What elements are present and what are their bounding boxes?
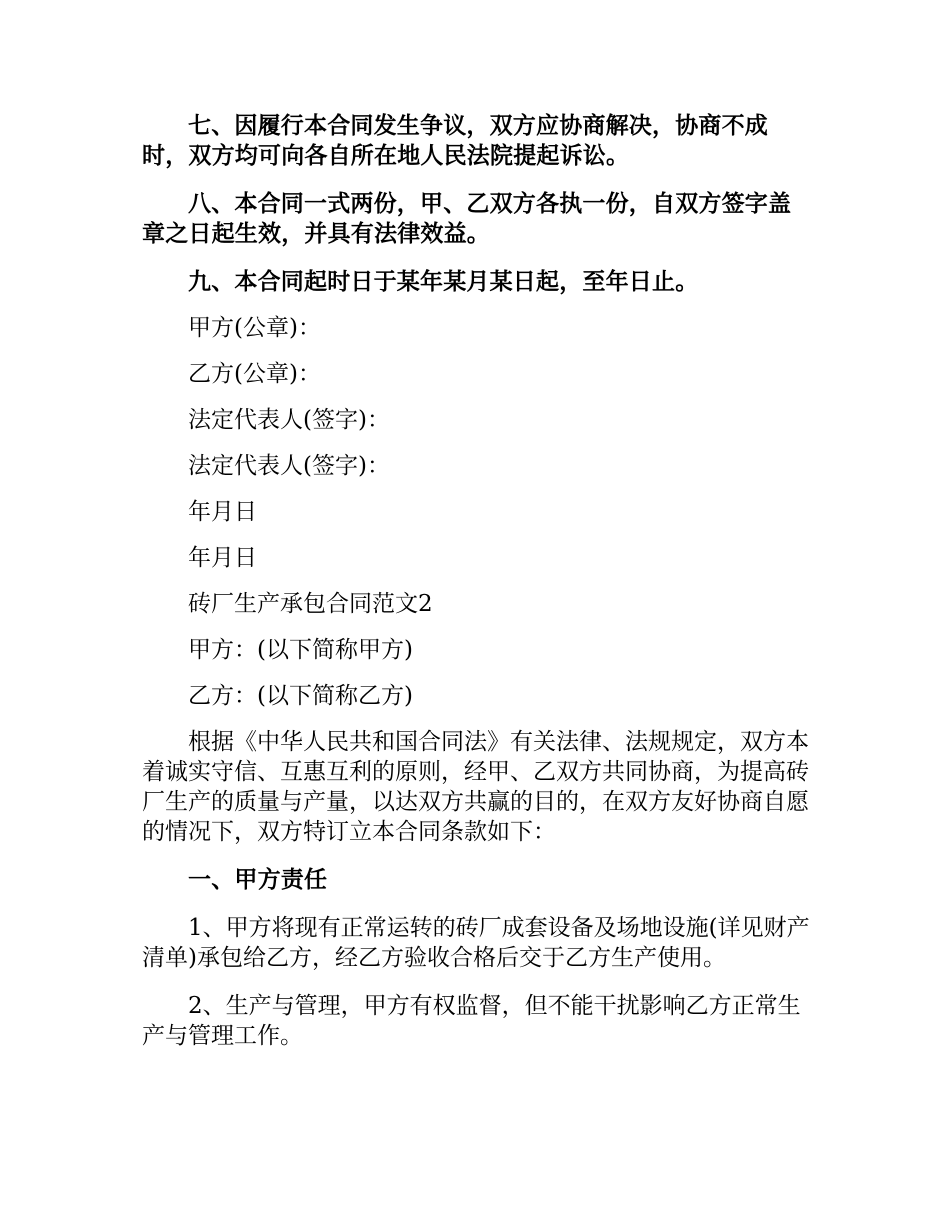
date-b: 年月日 [188,545,257,571]
date-a: 年月日 [188,499,257,525]
contract2-title: 砖厂生产承包合同范文2 [188,591,433,617]
contract2-preamble: 根据《中华人民共和国合同法》有关法律、法规规定，双方本着诚实守信、互惠互利的原则，经甲、乙双方共同协商，为提高砖厂生产的质量与产量，以达双方共赢的目的，在双方友好协商自愿的情况下，双方特订立本合同条款如下： [142,729,809,845]
section1-heading: 一、甲方责任 [188,867,328,893]
contract2-party-a: 甲方：(以下简称甲方) [188,637,413,663]
contract2-party-b: 乙方：(以下简称乙方) [188,683,413,709]
clause-nine: 九、本合同起时日于某年某月某日起，至年日止。 [188,269,699,295]
legal-rep-a: 法定代表人(签字)： [188,407,390,433]
clause-eight: 八、本合同一式两份，甲、乙双方各执一份，自双方签字盖章之日起生效，并具有法律效益。 [142,191,792,247]
clause-seven: 七、因履行本合同发生争议，双方应协商解决，协商不成时，双方均可向各自所在地人民法院提起诉讼。 [142,113,768,169]
party-b-seal: 乙方(公章)： [188,361,321,387]
legal-rep-b: 法定代表人(签字)： [188,453,390,479]
document-page [142,111,810,1069]
section1-item-2: 2、生产与管理，甲方有权监督，但不能干扰影响乙方正常生产与管理工作。 [142,993,801,1049]
section1-item-1: 1、甲方将现有正常运转的砖厂成套设备及场地设施(详见财产清单)承包给乙方，经乙方验收合格后交于乙方生产使用。 [142,915,810,971]
party-a-seal: 甲方(公章)： [188,315,321,341]
